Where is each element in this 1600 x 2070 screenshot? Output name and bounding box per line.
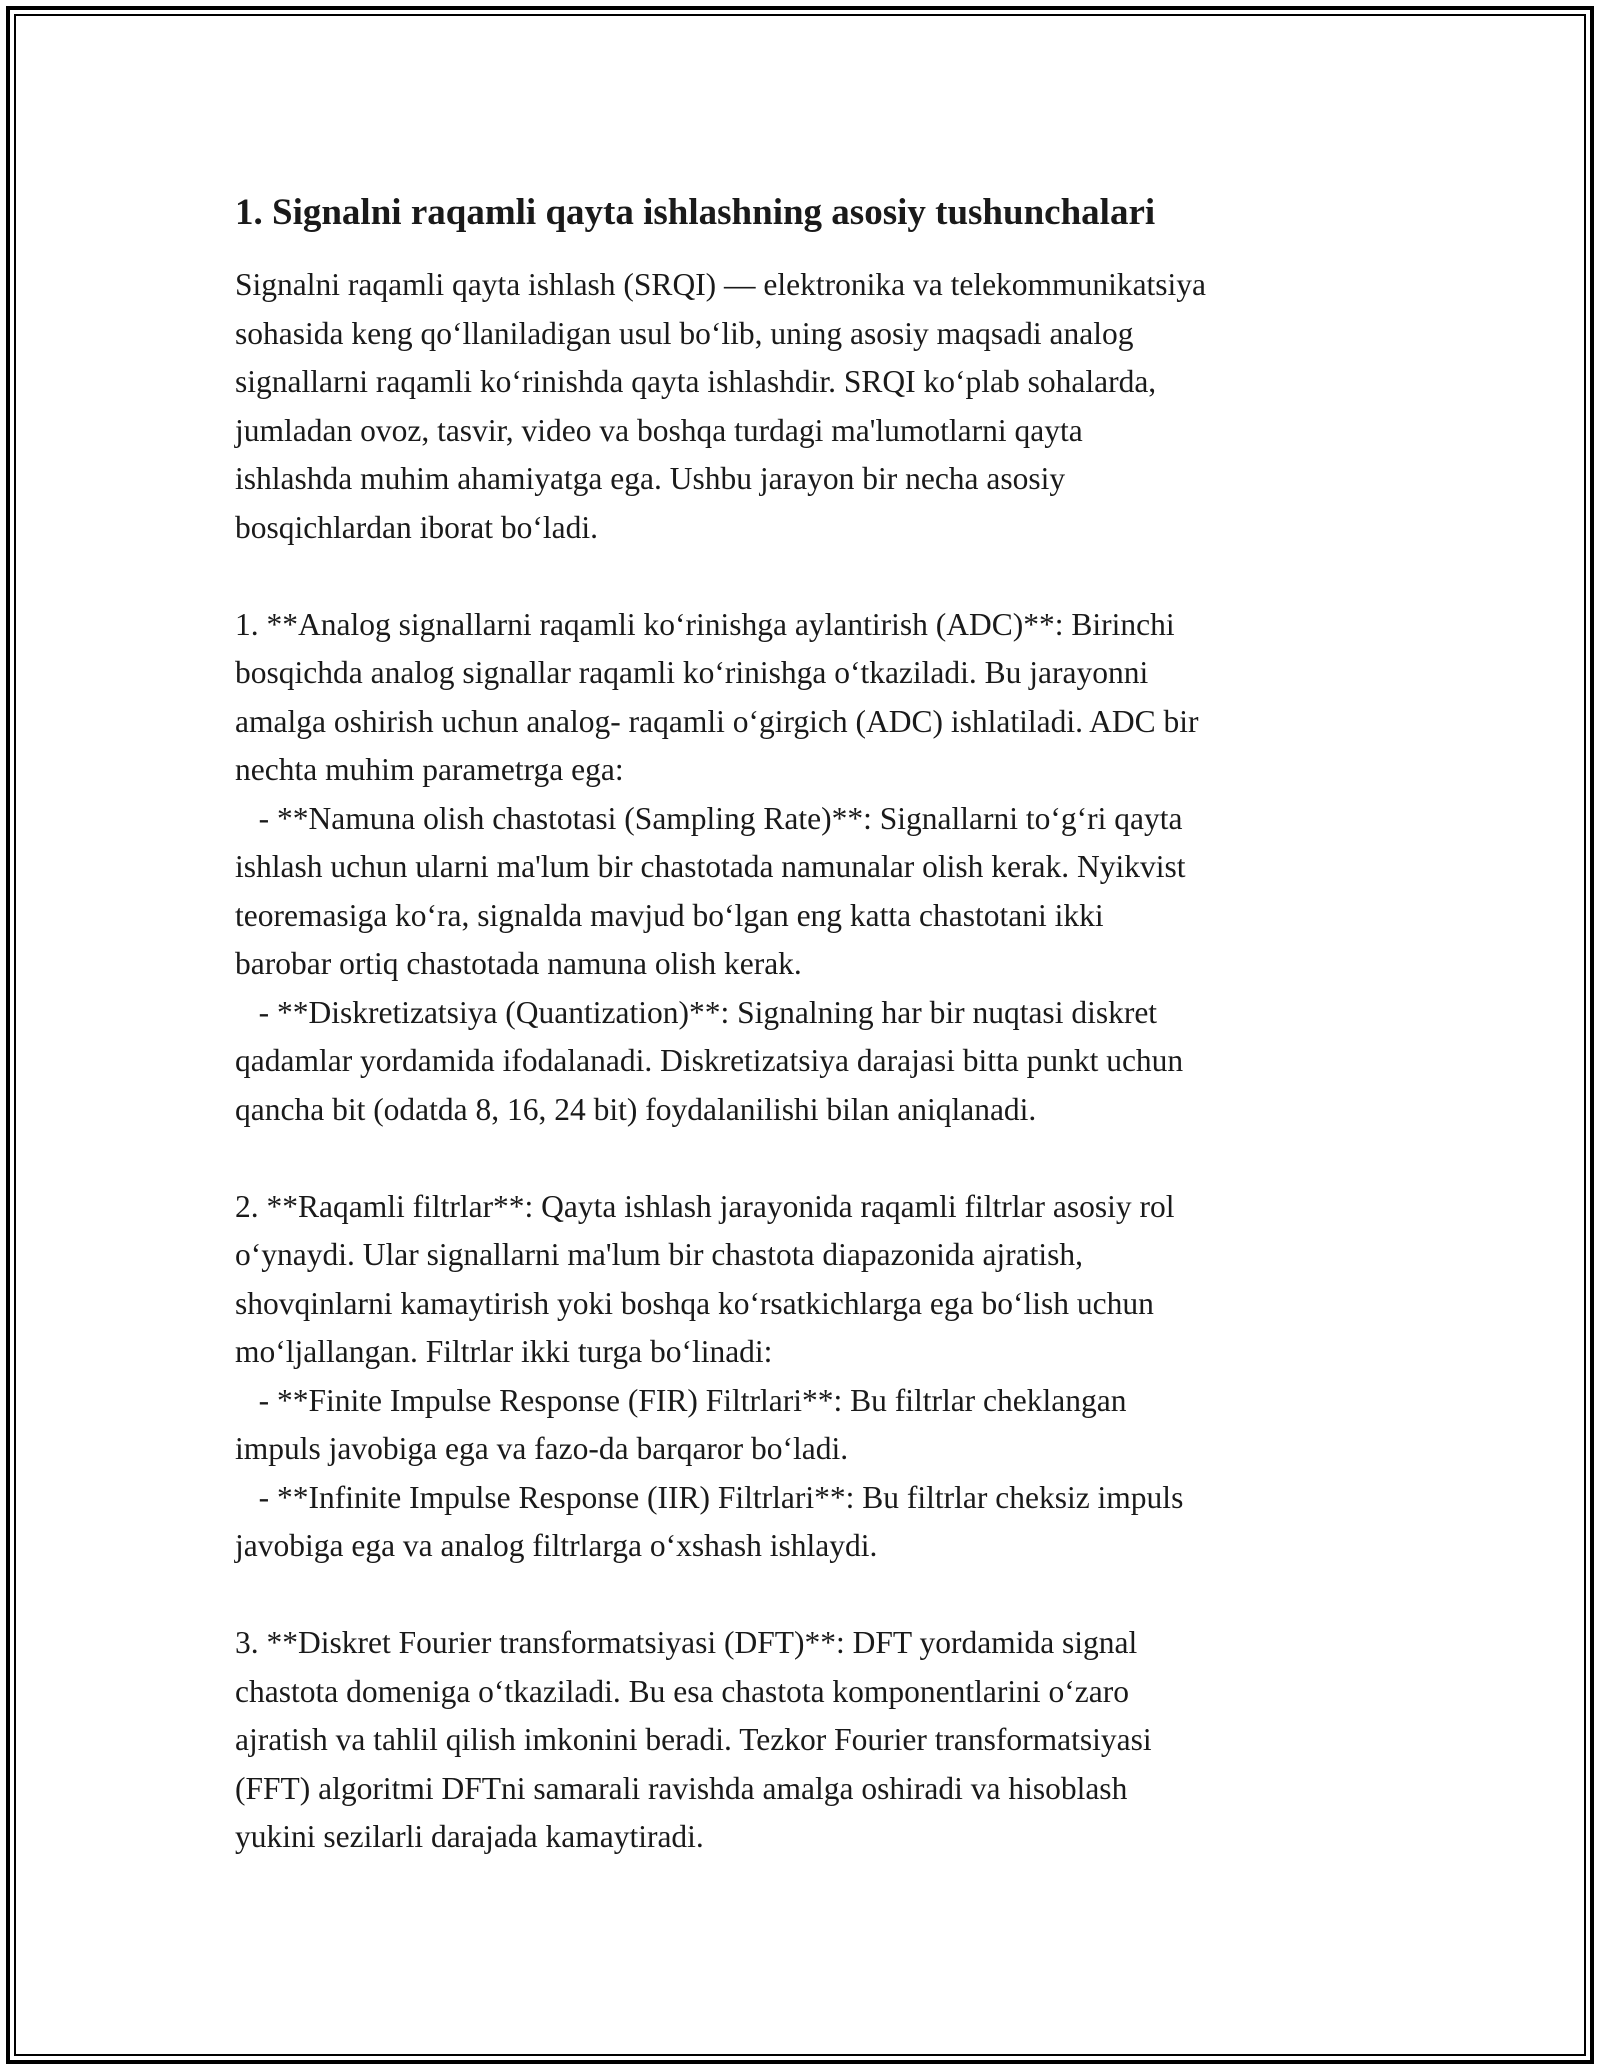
text-line: yukini sezilarli darajada kamaytiradi. — [235, 1819, 704, 1854]
text-line: chastota domeniga o‘tkaziladi. Bu esa chastota komponentlarini o‘zaro — [235, 1673, 1129, 1709]
document-body — [235, 261, 1370, 1862]
text-line: qadamlar yordamida ifodalanadi. Diskretizatsiya darajasi bitta punkt uchun — [235, 1043, 1184, 1078]
text-line: - **Finite Impulse Response (FIR) Filtrlari**: Bu filtrlar cheklangan — [235, 1382, 1127, 1418]
text-line: 1. **Analog signallarni raqamli ko‘rinishga aylantirish (ADC)**: Birinchi — [235, 606, 1175, 642]
text-line: barobar ortiq chastotada namuna olish kerak. — [235, 946, 802, 981]
text-line: - **Infinite Impulse Response (IIR) Filtrlari**: Bu filtrlar cheksiz impuls — [235, 1479, 1184, 1515]
text-line: teoremasiga ko‘ra, signalda mavjud bo‘lgan eng katta chastotani ikki — [235, 897, 1104, 933]
document-page — [235, 185, 1370, 1862]
text-line: - **Namuna olish chastotasi (Sampling Rate)**: Signallarni to‘g‘ri qayta — [235, 800, 1183, 836]
text-line: (FFT) algoritmi DFTni samarali ravishda amalga oshiradi va hisoblash — [235, 1770, 1128, 1806]
paragraph-gap — [235, 1134, 1370, 1183]
paragraph-gap — [235, 552, 1370, 601]
text-line: bosqichda analog signallar raqamli ko‘rinishga o‘tkaziladi. Bu jarayonni — [235, 655, 1149, 690]
text-line: ajratish va tahlil qilish imkonini beradi. Tezkor Fourier transformatsiyasi — [235, 1722, 1152, 1757]
text-line: ishlashda muhim ahamiyatga ega. Ushbu jarayon bir necha asosiy — [235, 461, 1066, 496]
document-title: 1. Signalni raqamli qayta ishlashning asosiy tushunchalari — [235, 192, 1156, 233]
text-line: qancha bit (odatda 8, 16, 24 bit) foydalanilishi bilan aniqlanadi. — [235, 1091, 1037, 1127]
text-line: o‘ynaydi. Ular signallarni ma'lum bir chastota diapazonida ajratish, — [235, 1237, 1084, 1272]
text-line: impuls javobiga ega va fazo-da barqaror bo‘ladi. — [235, 1431, 849, 1466]
text-line: ishlash uchun ularni ma'lum bir chastotada namunalar olish kerak. Nyikvist — [235, 849, 1186, 884]
text-line: signallarni raqamli ko‘rinishda qayta ishlashdir. SRQI ko‘plab sohalarda, — [235, 364, 1157, 399]
text-line: sohasida keng qo‘llaniladigan usul bo‘lib, uning asosiy maqsadi analog — [235, 315, 1134, 351]
text-line: nechta muhim parametrga ega: — [235, 752, 624, 787]
text-line: - **Diskretizatsiya (Quantization)**: Signalning har bir nuqtasi diskret — [235, 994, 1158, 1030]
text-line: Signalni raqamli qayta ishlash (SRQI) — elektronika va telekommunikatsiya — [235, 267, 1207, 302]
text-line: jumladan ovoz, tasvir, video va boshqa turdagi ma'lumotlarni qayta — [235, 412, 1083, 448]
text-line: 2. **Raqamli filtrlar**: Qayta ishlash jarayonida raqamli filtrlar asosiy rol — [235, 1188, 1175, 1224]
text-line: shovqinlarni kamaytirish yoki boshqa ko‘rsatkichlarga ega bo‘lish uchun — [235, 1285, 1154, 1321]
text-line: mo‘ljallangan. Filtrlar ikki turga bo‘linadi: — [235, 1334, 773, 1369]
text-line: amalga oshirish uchun analog- raqamli o‘girgich (ADC) ishlatiladi. ADC bir — [235, 703, 1199, 739]
paragraph-gap — [235, 1571, 1370, 1620]
text-line: bosqichlardan iborat bo‘ladi. — [235, 509, 599, 545]
text-line: 3. **Diskret Fourier transformatsiyasi (DFT)**: DFT yordamida signal — [235, 1625, 1138, 1660]
text-line: javobiga ega va analog filtrlarga o‘xshash ishlaydi. — [235, 1528, 878, 1563]
